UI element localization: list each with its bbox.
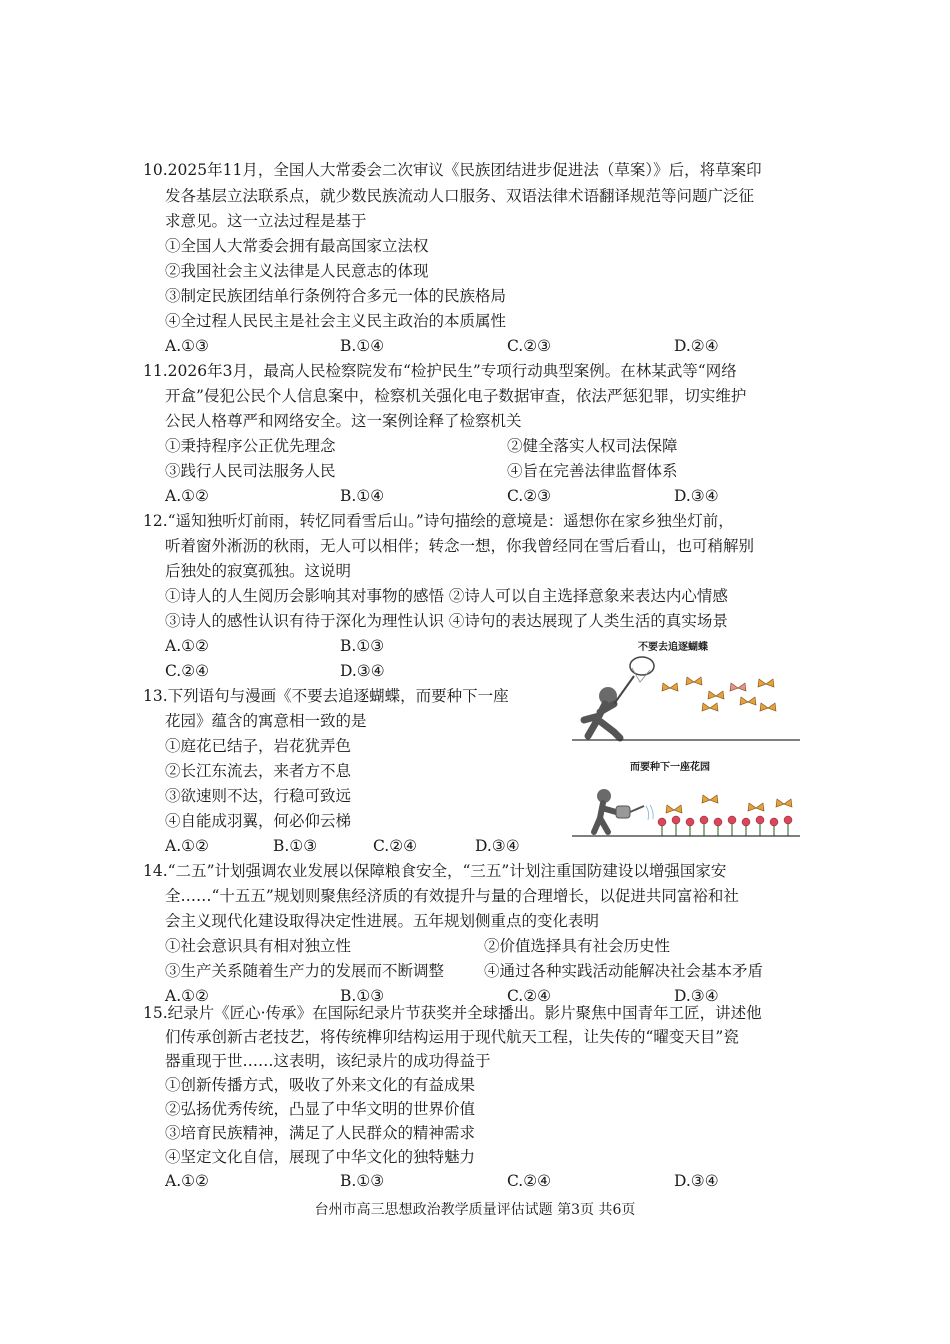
q15-item-4: ④坚定文化自信，展现了中华文化的独特魅力: [165, 1148, 476, 1166]
q12-option-a: A.①②: [165, 637, 209, 655]
q14-item-3: ③生产关系随着生产力的发展而不断调整: [165, 962, 445, 980]
q15-stem-line-3: 器重现于世……这表明，该纪录片的成功得益于: [165, 1052, 491, 1070]
q15-stem-line-1: 15.纪录片《匠心·传承》在国际纪录片节获奖并全球播出。影片聚焦中国青年工匠，讲述他: [143, 1004, 762, 1022]
q12-option-c: C.②④: [165, 662, 210, 680]
q12-item-row-2: ③诗人的感性认识有待于深化为理性认识 ④诗句的表达展现了人类生活的真实场景: [165, 612, 728, 630]
q13-item-3: ③欲速则不达，行稳可致远: [165, 787, 352, 805]
q12-item-row-1: ①诗人的人生阅历会影响其对事物的感悟 ②诗人可以自主选择意象来表达内心情感: [165, 587, 728, 605]
q13-option-b: B.①③: [273, 837, 318, 855]
q11-stem-line-2: 开盒”侵犯公民个人信息案中，检察机关强化电子数据审查，依法严惩犯罪，切实维护: [165, 387, 747, 405]
q10-item-2: ②我国社会主义法律是人民意志的体现: [165, 262, 429, 280]
q13-stem-line-1: 13.下列语句与漫画《不要去追逐蝴蝶，而要种下一座: [143, 687, 509, 705]
q15-option-c: C.②④: [507, 1172, 552, 1190]
q13-item-2: ②长江东流去，来者方不息: [165, 762, 352, 780]
q15-option-b: B.①③: [340, 1172, 385, 1190]
q11-item-4: ④旨在完善法律监督体系: [507, 462, 678, 480]
q14-option-b: B.①③: [340, 987, 385, 1005]
flower-garden-icon: [658, 795, 792, 836]
q14-option-c: C.②④: [507, 987, 552, 1005]
q13-item-1: ①庭花已结子，岩花犹弄色: [165, 737, 352, 755]
q10-option-d: D.②④: [674, 337, 719, 355]
q13-option-a: A.①②: [165, 837, 209, 855]
chasing-figure-icon: [584, 657, 654, 738]
gardener-figure-icon: [594, 789, 653, 832]
q10-stem-line-3: 求意见。这一立法过程是基于: [165, 212, 367, 230]
butterfly-garden-comic: [570, 636, 802, 841]
q13-option-d: D.③④: [475, 837, 520, 855]
q15-item-2: ②弘扬优秀传统，凸显了中华文明的世界价值: [165, 1100, 476, 1118]
q10-option-a: A.①③: [165, 337, 209, 355]
page-footer: 台州市高三思想政治教学质量评估试题 第3页 共6页: [314, 1202, 636, 1218]
q11-item-3: ③践行人民司法服务人民: [165, 462, 336, 480]
butterflies-icon: [662, 677, 776, 711]
q13-item-4: ④自能成羽翼，何必仰云梯: [165, 812, 352, 830]
comic-drawing: [570, 636, 802, 841]
q14-stem-line-1: 14.“二五”计划强调农业发展以保障粮食安全，“三五”计划注重国防建设以增强国家安: [143, 862, 727, 880]
q15-item-3: ③培育民族精神，满足了人民群众的精神需求: [165, 1124, 476, 1142]
comic-top-title: 不要去追逐蝴蝶: [638, 642, 708, 653]
q12-stem-line-3: 后独处的寂寞孤独。这说明: [165, 562, 352, 580]
q10-option-b: B.①④: [340, 337, 385, 355]
q15-option-a: A.①②: [165, 1172, 209, 1190]
q11-stem-line-1: 11.2026年3月，最高人民检察院发布“检护民生”专项行动典型案例。在林某武等“网络: [143, 362, 737, 380]
q10-item-3: ③制定民族团结单行条例符合多元一体的民族格局: [165, 287, 507, 305]
q11-option-b: B.①④: [340, 487, 385, 505]
q10-stem-line-1: 10.2025年11月，全国人大常委会二次审议《民族团结进步促进法（草案）》后，将草案印: [143, 161, 762, 179]
q14-option-d: D.③④: [674, 987, 719, 1005]
q12-option-d: D.③④: [340, 662, 385, 680]
q14-option-a: A.①②: [165, 987, 209, 1005]
q14-item-1: ①社会意识具有相对独立性: [165, 937, 352, 955]
q12-stem-line-1: 12.“遥知独听灯前雨，转忆同看雪后山。”诗句描绘的意境是：遥想你在家乡独坐灯前，: [143, 512, 734, 530]
q14-stem-line-3: 会主义现代化建设取得决定性进展。五年规划侧重点的变化表明: [165, 912, 600, 930]
q14-item-2: ②价值选择具有社会历史性: [484, 937, 671, 955]
q11-item-1: ①秉持程序公正优先理念: [165, 437, 336, 455]
q12-stem-line-2: 听着窗外淅沥的秋雨，无人可以相伴；转念一想，你我曾经同在雪后看山，也可稍解别: [165, 537, 755, 555]
q11-stem-line-3: 公民人格尊严和网络安全。这一案例诠释了检察机关: [165, 412, 522, 430]
q11-option-d: D.③④: [674, 487, 719, 505]
q11-option-c: C.②③: [507, 487, 552, 505]
q15-stem-line-2: 们传承创新古老技艺，将传统榫卯结构运用于现代航天工程，让失传的“曜变天目”瓷: [165, 1028, 739, 1046]
q13-option-c: C.②④: [373, 837, 418, 855]
comic-bottom-title: 而要种下一座花园: [630, 762, 710, 773]
q10-item-1: ①全国人大常委会拥有最高国家立法权: [165, 237, 429, 255]
q10-option-c: C.②③: [507, 337, 552, 355]
q14-stem-line-2: 全……“十五五”规划则聚焦经济质的有效提升与量的合理增长，以促进共同富裕和社: [165, 887, 739, 905]
q15-item-1: ①创新传播方式，吸收了外来文化的有益成果: [165, 1076, 476, 1094]
q11-item-2: ②健全落实人权司法保障: [507, 437, 678, 455]
q12-option-b: B.①③: [340, 637, 385, 655]
q10-stem-line-2: 发各基层立法联系点，就少数民族流动人口服务、双语法律术语翻译规范等问题广泛征: [165, 187, 755, 205]
q10-item-4: ④全过程人民民主是社会主义民主政治的本质属性: [165, 312, 507, 330]
q13-stem-line-2: 花园》蕴含的寓意相一致的是: [165, 712, 367, 730]
q14-item-4: ④通过各种实践活动能解决社会基本矛盾: [484, 962, 764, 980]
q15-option-d: D.③④: [674, 1172, 719, 1190]
q11-option-a: A.①②: [165, 487, 209, 505]
